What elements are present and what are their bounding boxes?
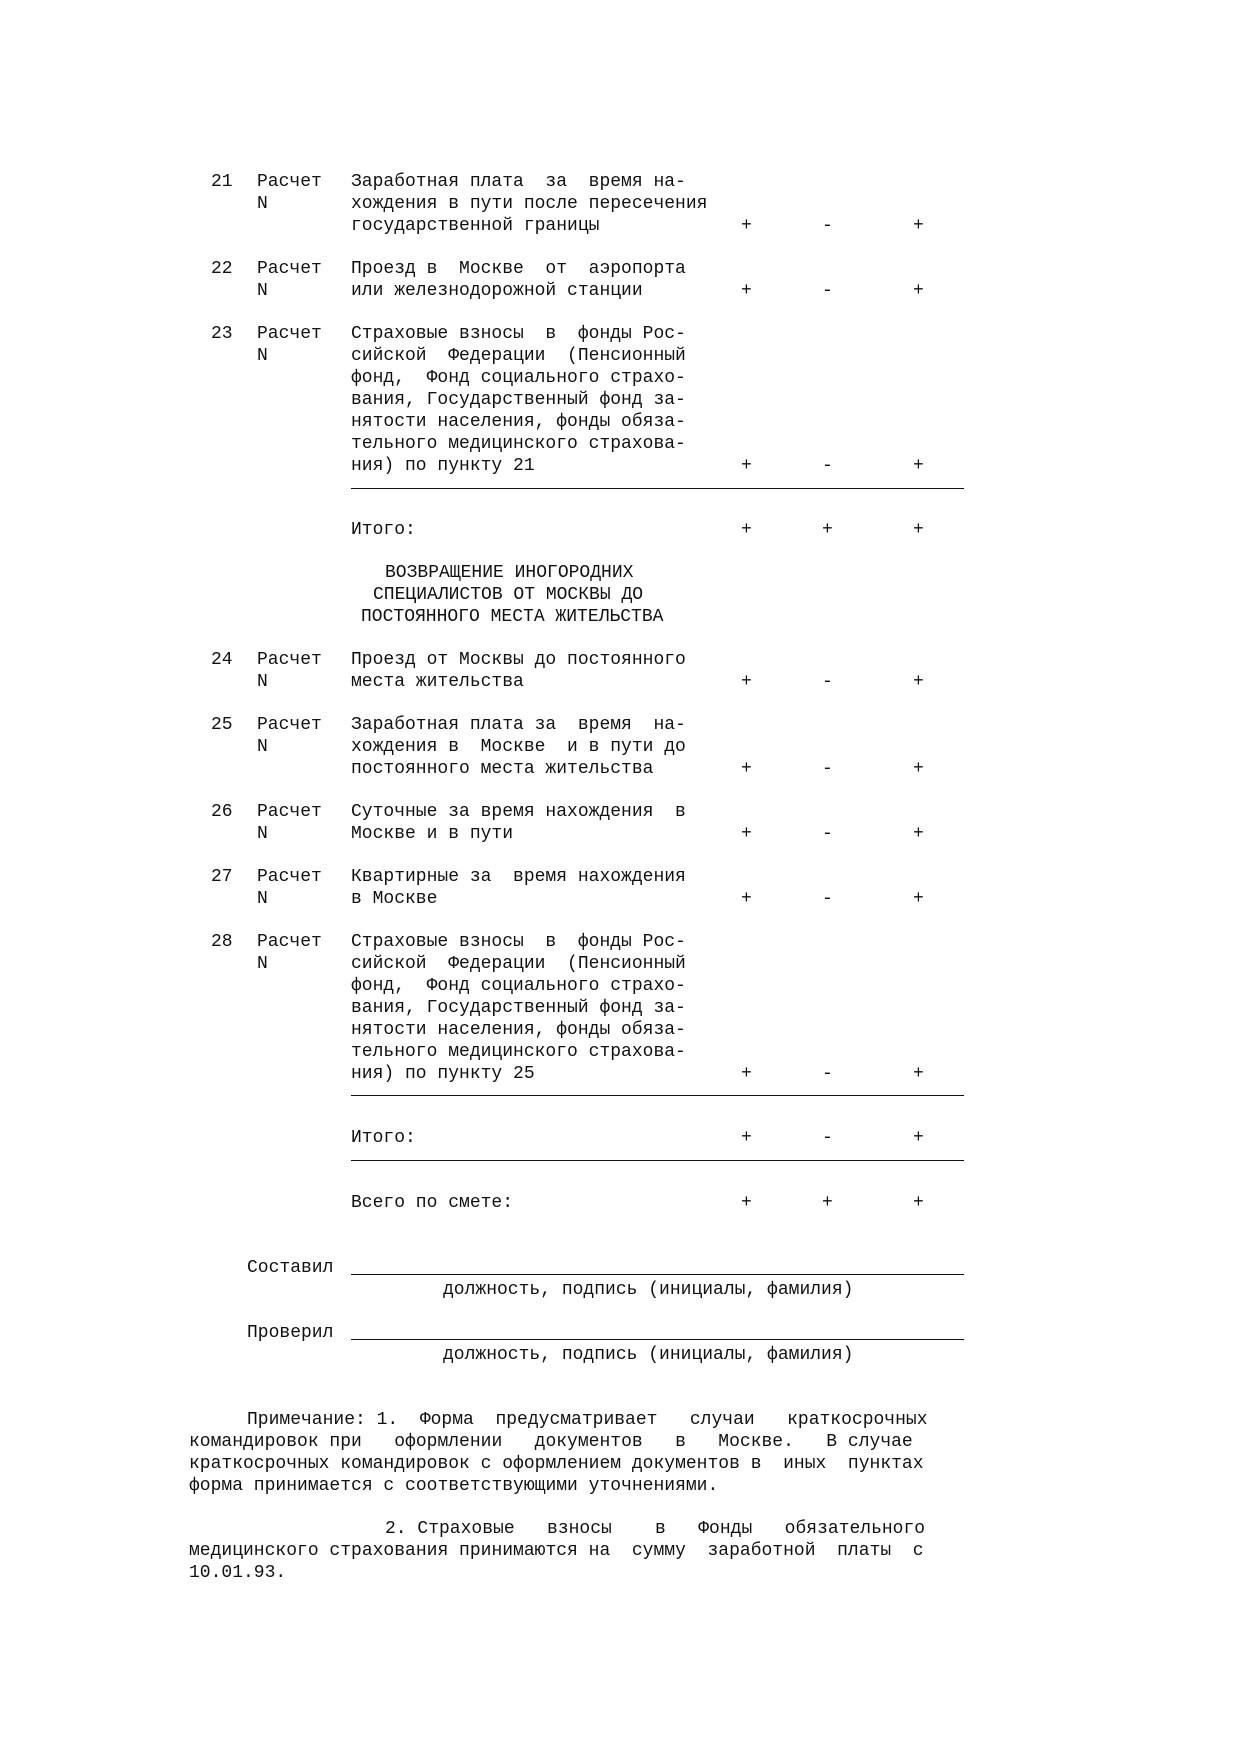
row-calc-n: N [257, 954, 268, 974]
note-line: форма принимается с соответствующими уточнениями. [189, 1476, 719, 1496]
row-mark-1: + [741, 824, 752, 844]
row-text-line: Квартирные за время нахождения [351, 867, 686, 887]
row-calc-label: Расчет [257, 259, 322, 279]
divider-line [351, 488, 964, 489]
row-calc-label: Расчет [257, 932, 322, 952]
note-line: 10.01.93. [189, 1563, 287, 1583]
row-calc-label: Расчет [257, 172, 322, 192]
section-heading-line: СПЕЦИАЛИСТОВ ОТ МОСКВЫ ДО [373, 585, 644, 605]
row-calc-n: N [257, 346, 268, 366]
note-line: командировок при оформлении документов в Москве. В случае [189, 1432, 913, 1452]
row-text-line: тельного медицинского страхова- [351, 434, 686, 454]
row-calc-label: Расчет [257, 802, 322, 822]
note-line: краткосрочных командировок с оформлением документов в иных пунктах [189, 1454, 924, 1474]
row-mark-1: + [741, 456, 752, 476]
row-number: 25 [211, 715, 233, 735]
row-mark-2: - [822, 456, 833, 476]
section-heading-line: ВОЗВРАЩЕНИЕ ИНОГОРОДНИХ [385, 563, 634, 583]
row-text-line: нятости населения, фонды обяза- [351, 412, 686, 432]
row-text-line: Москве и в пути [351, 824, 514, 844]
row-text-line: тельного медицинского страхова- [351, 1042, 686, 1062]
row-text-line: ния) по пункту 21 [351, 456, 535, 476]
row-mark-3: + [913, 281, 924, 301]
row-text-line: вания, Государственный фонд за- [351, 998, 686, 1018]
total-mark-3: + [913, 1128, 924, 1148]
total-label: Итого: [351, 1128, 416, 1148]
checked-by-label: Проверил [247, 1323, 334, 1343]
row-number: 24 [211, 650, 233, 670]
row-text-line: Страховые взносы в фонды Рос- [351, 932, 686, 952]
row-text-line: нятости населения, фонды обяза- [351, 1020, 686, 1040]
row-number: 21 [211, 172, 233, 192]
row-text-line: Страховые взносы в фонды Рос- [351, 324, 686, 344]
grand-total-label: Всего по смете: [351, 1193, 514, 1213]
row-text-line: Проезд в Москве от аэропорта [351, 259, 686, 279]
row-text-line: места жительства [351, 672, 524, 692]
row-calc-n: N [257, 737, 268, 757]
row-mark-1: + [741, 672, 752, 692]
row-text-line: ния) по пункту 25 [351, 1064, 535, 1084]
total-mark-1: + [741, 1128, 752, 1148]
row-mark-1: + [741, 759, 752, 779]
row-text-line: государственной границы [351, 216, 600, 236]
row-mark-2: - [822, 759, 833, 779]
row-mark-2: - [822, 672, 833, 692]
grand-total-mark-3: + [913, 1193, 924, 1213]
row-text-line: сийской Федерации (Пенсионный [351, 954, 686, 974]
row-text-line: хождения в пути после пересечения [351, 194, 708, 214]
row-calc-n: N [257, 281, 268, 301]
row-mark-3: + [913, 672, 924, 692]
row-mark-1: + [741, 889, 752, 909]
row-mark-2: - [822, 1064, 833, 1084]
row-number: 23 [211, 324, 233, 344]
section-heading-line: ПОСТОЯННОГО МЕСТА ЖИТЕЛЬСТВА [361, 607, 664, 627]
note-line: 2. Страховые взносы в Фонды обязательного [385, 1519, 926, 1539]
row-mark-3: + [913, 759, 924, 779]
row-mark-1: + [741, 281, 752, 301]
row-mark-2: - [822, 824, 833, 844]
row-number: 22 [211, 259, 233, 279]
row-calc-label: Расчет [257, 715, 322, 735]
row-text-line: Заработная плата за время на- [351, 172, 686, 192]
row-text-line: фонд, Фонд социального страхо- [351, 976, 686, 996]
row-number: 27 [211, 867, 233, 887]
total-mark-2: + [822, 520, 833, 540]
divider-line [351, 1095, 964, 1096]
signature-caption: должность, подпись (инициалы, фамилия) [443, 1280, 854, 1300]
row-calc-n: N [257, 672, 268, 692]
total-label: Итого: [351, 520, 416, 540]
signature-caption: должность, подпись (инициалы, фамилия) [443, 1345, 854, 1365]
grand-total-mark-2: + [822, 1193, 833, 1213]
row-text-line: в Москве [351, 889, 438, 909]
signature-line [351, 1274, 964, 1275]
row-mark-3: + [913, 889, 924, 909]
divider-line [351, 1160, 964, 1161]
note-line: Примечание: 1. Форма предусматривает случаи краткосрочных [247, 1410, 928, 1430]
row-calc-n: N [257, 889, 268, 909]
row-mark-2: - [822, 889, 833, 909]
total-mark-3: + [913, 520, 924, 540]
row-text-line: вания, Государственный фонд за- [351, 390, 686, 410]
note-line: медицинского страхования принимаются на сумму заработной платы с [189, 1541, 924, 1561]
row-mark-3: + [913, 824, 924, 844]
row-mark-1: + [741, 216, 752, 236]
row-mark-3: + [913, 216, 924, 236]
row-calc-n: N [257, 824, 268, 844]
row-text-line: Заработная плата за время на- [351, 715, 686, 735]
row-mark-2: - [822, 281, 833, 301]
total-mark-1: + [741, 520, 752, 540]
row-mark-3: + [913, 456, 924, 476]
row-text-line: Проезд от Москвы до постоянного [351, 650, 686, 670]
grand-total-mark-1: + [741, 1193, 752, 1213]
row-calc-label: Расчет [257, 650, 322, 670]
row-mark-3: + [913, 1064, 924, 1084]
row-text-line: или железнодорожной станции [351, 281, 643, 301]
row-mark-1: + [741, 1064, 752, 1084]
row-calc-n: N [257, 194, 268, 214]
row-text-line: Суточные за время нахождения в [351, 802, 686, 822]
row-text-line: постоянного места жительства [351, 759, 654, 779]
row-text-line: сийской Федерации (Пенсионный [351, 346, 686, 366]
row-number: 28 [211, 932, 233, 952]
row-calc-label: Расчет [257, 867, 322, 887]
row-text-line: хождения в Москве и в пути до [351, 737, 686, 757]
compiled-by-label: Составил [247, 1258, 334, 1278]
row-mark-2: - [822, 216, 833, 236]
row-number: 26 [211, 802, 233, 822]
row-text-line: фонд, Фонд социального страхо- [351, 368, 686, 388]
row-calc-label: Расчет [257, 324, 322, 344]
total-mark-2: - [822, 1128, 833, 1148]
signature-line [351, 1339, 964, 1340]
